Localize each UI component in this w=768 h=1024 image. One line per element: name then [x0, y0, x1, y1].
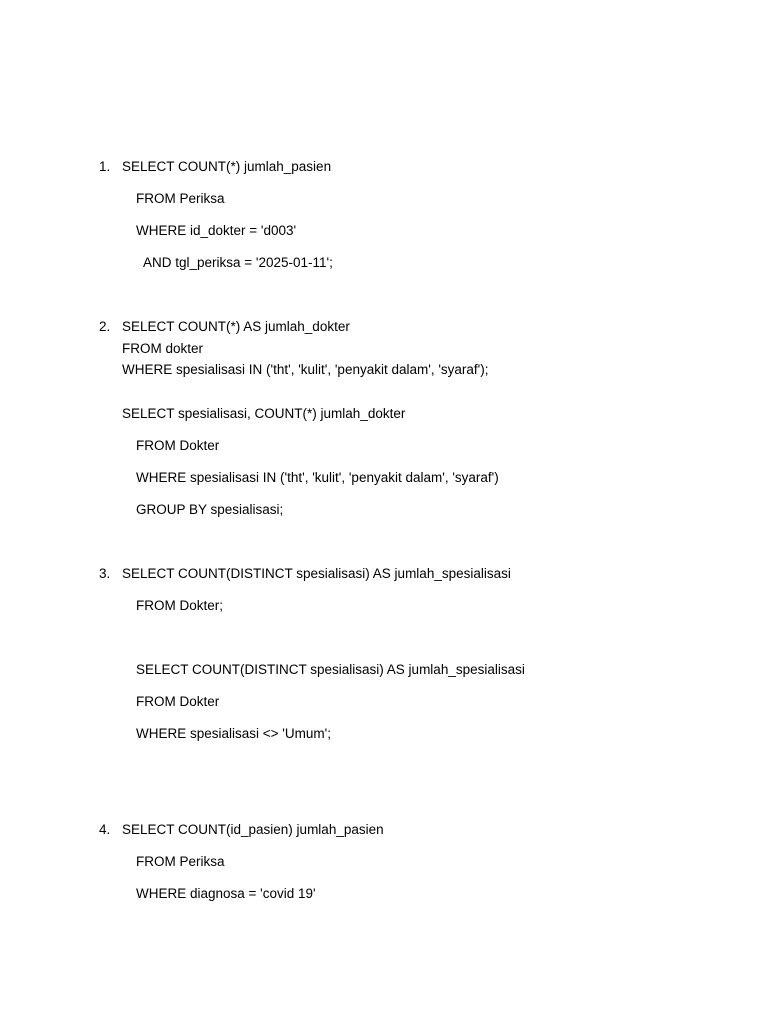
sql-line: WHERE spesialisasi IN ('tht', 'kulit', 'penyakit dalam', 'syaraf'): [136, 470, 499, 485]
sql-line: SELECT COUNT(*) jumlah_pasien: [122, 159, 332, 174]
list-number: 1.: [99, 159, 111, 174]
sql-line: FROM Dokter: [136, 438, 220, 453]
sql-line: FROM Periksa: [136, 191, 225, 206]
sql-line: FROM dokter: [122, 341, 204, 356]
sql-line: SELECT spesialisasi, COUNT(*) jumlah_dokter: [122, 406, 406, 421]
list-number: 4.: [99, 822, 111, 837]
sql-line: FROM Dokter: [136, 694, 220, 709]
sql-line: WHERE spesialisasi IN ('tht', 'kulit', 'penyakit dalam', 'syaraf');: [122, 362, 489, 377]
sql-line: AND tgl_periksa = '2025-01-11';: [143, 255, 333, 270]
sql-line: SELECT COUNT(id_pasien) jumlah_pasien: [122, 822, 384, 837]
sql-line: WHERE spesialisasi <> 'Umum';: [136, 726, 331, 741]
sql-line: FROM Periksa: [136, 854, 225, 869]
sql-line: WHERE id_dokter = 'd003': [136, 223, 297, 238]
sql-line: SELECT COUNT(DISTINCT spesialisasi) AS jumlah_spesialisasi: [136, 662, 525, 677]
sql-line: SELECT COUNT(*) AS jumlah_dokter: [122, 319, 350, 334]
sql-line: FROM Dokter;: [136, 598, 224, 613]
sql-line: SELECT COUNT(DISTINCT spesialisasi) AS jumlah_spesialisasi: [122, 566, 511, 581]
sql-line: GROUP BY spesialisasi;: [136, 502, 284, 517]
list-number: 2.: [99, 319, 111, 334]
sql-line: WHERE diagnosa = 'covid 19': [136, 886, 316, 901]
list-number: 3.: [99, 566, 111, 581]
